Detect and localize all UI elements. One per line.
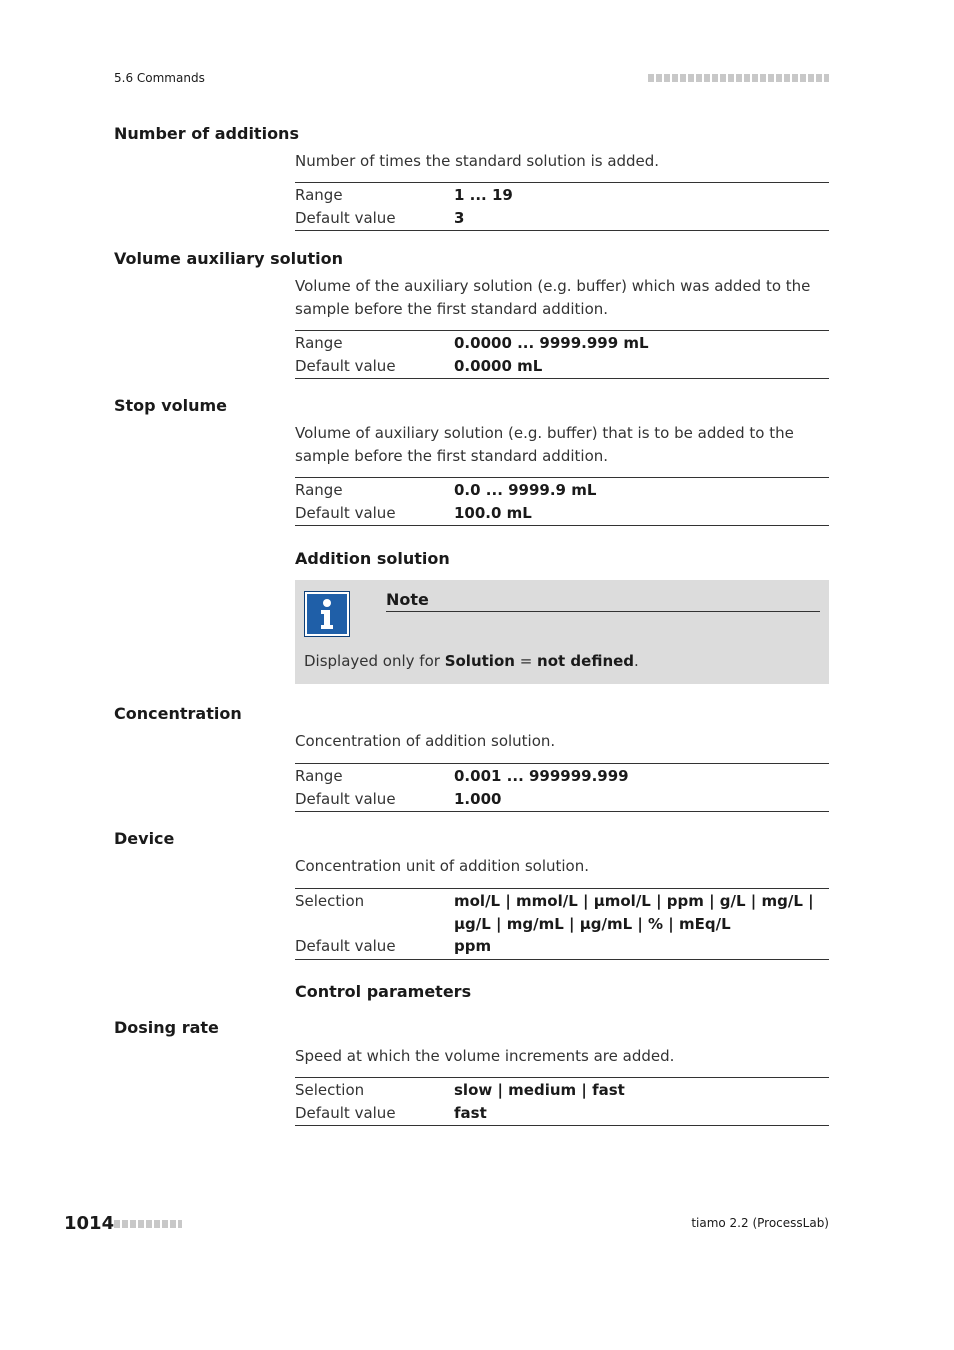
note-bold-not-defined: not defined	[537, 652, 635, 670]
running-header-section: 5.6 Commands	[114, 71, 205, 85]
table-row	[295, 479, 829, 502]
value-table-dosing-rate	[295, 1077, 829, 1126]
row-key: Default value	[295, 937, 396, 955]
value-table-number-of-additions	[295, 182, 829, 231]
footer-product-name: tiamo 2.2 (ProcessLab)	[691, 1216, 829, 1230]
table-row	[295, 502, 829, 525]
row-key: Default value	[295, 208, 396, 227]
table-row	[295, 1102, 829, 1125]
row-key: Default value	[295, 356, 396, 375]
table-row	[295, 184, 829, 207]
row-value: 0.0000 mL	[454, 356, 543, 375]
row-value: ppm	[454, 937, 492, 955]
param-title-volume-auxiliary-solution: Volume auxiliary solution	[114, 249, 344, 268]
note-box	[295, 580, 829, 684]
section-title-addition-solution: Addition solution	[295, 549, 450, 568]
row-key: Range	[295, 767, 343, 785]
row-value: 0.0 ... 9999.9 mL	[454, 481, 597, 499]
note-title: Note	[386, 590, 820, 612]
param-title-number-of-additions: Number of additions	[114, 124, 299, 143]
param-title-stop-volume: Stop volume	[114, 396, 228, 415]
row-value: 0.0000 ... 9999.999 mL	[454, 334, 649, 352]
table-row	[295, 788, 829, 811]
row-value: 0.001 ... 999999.999	[454, 767, 629, 785]
value-table-concentration	[295, 763, 829, 812]
param-desc-stop-volume: Volume of auxiliary solution (e.g. buffer) that is to be added to the sample before the first standard addition.	[295, 424, 794, 465]
value-table-volume-auxiliary-solution	[295, 330, 829, 379]
row-key: Default value	[295, 503, 396, 522]
row-value: 3	[454, 208, 465, 227]
param-desc-volume-auxiliary-solution: Volume of the auxiliary solution (e.g. buffer) which was added to the sample before the first standard addition.	[295, 277, 811, 318]
table-row	[295, 332, 829, 355]
row-value: 1 ... 19	[454, 186, 513, 204]
value-table-stop-volume	[295, 477, 829, 526]
table-row	[295, 355, 829, 378]
section-title-control-parameters: Control parameters	[295, 982, 472, 1001]
table-row	[295, 1079, 829, 1102]
row-value: mol/L | mmol/L | µmol/L | ppm | g/L | mg/L | µg/L | mg/mL | µg/mL | % | mEq/L	[454, 892, 814, 933]
param-desc-device: Concentration unit of addition solution.	[295, 857, 590, 875]
param-desc-dosing-rate: Speed at which the volume increments are added.	[295, 1047, 675, 1065]
table-row	[295, 935, 829, 958]
row-key: Default value	[295, 789, 396, 808]
row-key: Selection	[295, 1081, 365, 1099]
footer-decoration	[114, 1220, 182, 1228]
param-title-dosing-rate: Dosing rate	[114, 1018, 219, 1037]
info-icon	[304, 591, 350, 637]
note-text: Displayed only for Solution = not defined.	[304, 652, 639, 670]
row-key: Default value	[295, 1103, 396, 1122]
param-title-concentration: Concentration	[114, 704, 242, 723]
row-key: Range	[295, 481, 343, 499]
row-value: 1.000	[454, 789, 502, 808]
row-value: 100.0 mL	[454, 503, 532, 522]
row-value: slow | medium | fast	[454, 1081, 625, 1099]
row-value: fast	[454, 1103, 487, 1122]
header-decoration	[648, 74, 829, 82]
row-key: Range	[295, 334, 343, 352]
param-desc-concentration: Concentration of addition solution.	[295, 732, 556, 750]
table-row	[295, 765, 829, 788]
row-key: Range	[295, 186, 343, 204]
row-key: Selection	[295, 892, 365, 910]
param-title-device: Device	[114, 829, 175, 848]
param-desc-number-of-additions: Number of times the standard solution is added.	[295, 152, 660, 170]
table-row	[295, 207, 829, 230]
note-bold-solution: Solution	[444, 652, 515, 670]
page-number: 1014	[64, 1213, 115, 1234]
value-table-device	[295, 888, 829, 960]
table-row	[295, 890, 829, 935]
